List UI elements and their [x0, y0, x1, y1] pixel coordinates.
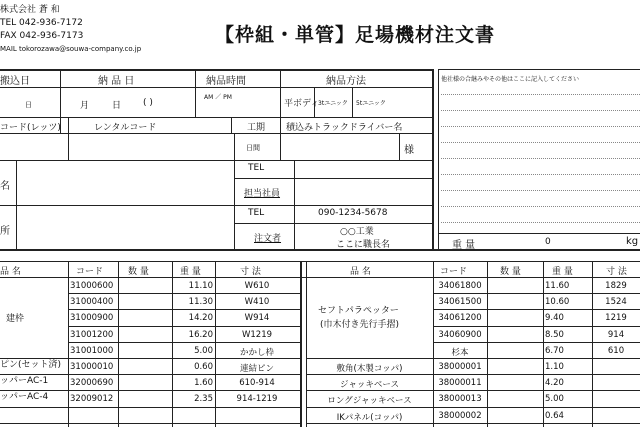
right-row-weight: 8.50	[545, 330, 564, 340]
right-row-size: 1524	[605, 297, 627, 307]
value-orderer-person[interactable]: ここに職長名	[336, 240, 391, 250]
document-title: 【枠組・単管】足場機材注文書	[215, 24, 496, 46]
day-suffix: 日	[25, 101, 32, 109]
left-row-size: 610-914	[239, 378, 275, 388]
th-size-right: 寸 法	[606, 267, 627, 277]
label-staff: 担当社員	[244, 189, 281, 199]
left-row-size: かかし枠	[239, 348, 274, 358]
am-pm-select[interactable]: AM ／ PM	[204, 94, 232, 101]
left-row-weight: 0.60	[194, 362, 213, 372]
total-weight-value: 0	[545, 237, 551, 247]
th-qty-right: 数 量	[500, 267, 521, 277]
label-sama: 様	[404, 145, 414, 156]
right-row-code: 38000011	[438, 378, 482, 388]
left-row-code: 32000690	[70, 378, 114, 388]
right-row-code: 38000002	[438, 411, 482, 421]
left-group-name: 建枠	[6, 314, 25, 324]
label-lets-code: コード(レッツ)	[0, 123, 61, 133]
left-row-weight: 2.35	[194, 394, 213, 404]
label-site-name: 名	[0, 181, 10, 192]
label-delivery-time: 納品時間	[206, 76, 246, 87]
notes-label: 他社様の合継みやその他はここに記入してください	[441, 76, 580, 83]
right-row-weight: 4.20	[545, 378, 564, 388]
company-name: 株式会社 蒼 和	[0, 5, 60, 15]
company-tel: TEL 042-936-7172	[0, 18, 83, 28]
label-orderer: 注文者	[254, 234, 282, 244]
left-row-code: 31001200	[70, 330, 114, 340]
label-delivery-date: 納 品 日	[98, 76, 135, 87]
left-row-weight: 14.20	[188, 313, 213, 323]
method-flatbed[interactable]: 平ボディ	[284, 99, 320, 109]
th-code-right: コード	[440, 267, 468, 277]
left-row-code: 31000600	[70, 281, 114, 291]
right-row-weight: 10.60	[545, 297, 570, 307]
day-label: 日	[112, 101, 122, 111]
th-weight-left: 重 量	[180, 267, 201, 277]
th-name-right: 品 名	[350, 267, 371, 277]
company-fax: FAX 042-936-7173	[0, 31, 84, 41]
left-row-code: 31000900	[70, 313, 114, 323]
label-site-place: 所	[0, 226, 10, 237]
left-row-code: 32009012	[70, 394, 114, 404]
label-days: 日間	[246, 144, 260, 152]
left-row-size: W610	[244, 281, 270, 291]
right-row-name: ロングジャッキベース	[327, 396, 412, 406]
value-tel-2[interactable]: 090-1234-5678	[318, 208, 388, 218]
label-term: 工期	[247, 123, 266, 133]
label-tel-1: TEL	[248, 163, 265, 173]
right-row-size: 610	[607, 346, 625, 356]
right-row-name: IKパネル(コッパ)	[336, 413, 403, 423]
right-row-name: 敷角(木製コッパ)	[336, 364, 403, 374]
weekday-placeholder: ( )	[143, 98, 153, 108]
label-delivery-method: 納品方法	[326, 76, 366, 87]
right-row-code: 38000001	[438, 362, 482, 372]
right-row-size: 1829	[605, 281, 627, 291]
label-driver-name: 積込みトラックドライバー名	[286, 123, 403, 133]
left-row-weight: 5.00	[194, 346, 213, 356]
right-row-code: 杉本	[451, 348, 469, 358]
right-row-weight: 1.10	[545, 362, 564, 372]
right-row-code: 34061200	[438, 313, 482, 323]
th-code-left: コード	[76, 267, 104, 277]
right-row-size: 1219	[605, 313, 627, 323]
th-size-left: 寸 法	[240, 267, 261, 277]
left-row-code: 31000010	[70, 362, 114, 372]
left-row-weight: 1.60	[194, 378, 213, 388]
left-row-weight: 11.30	[188, 297, 213, 307]
label-tel-2: TEL	[248, 208, 265, 218]
right-row-name: ジャッキベース	[340, 380, 399, 390]
left-row-weight: 16.20	[188, 330, 213, 340]
left-row-size: 連結ピン	[239, 364, 274, 374]
th-name-left: 品 名	[0, 267, 21, 277]
right-group-name-2: (巾木付き先行手摺)	[320, 320, 400, 330]
method-5t-unic[interactable]: 5tユニック	[356, 100, 386, 107]
left-row-code: 31000400	[70, 297, 114, 307]
right-row-weight: 6.70	[545, 346, 564, 356]
value-orderer-company[interactable]: ○○工業	[340, 227, 374, 237]
left-row-size: W1219	[241, 330, 273, 340]
method-3t-unic[interactable]: 3tユニック	[318, 100, 348, 107]
total-weight-unit: kg	[626, 236, 639, 247]
th-qty-left: 数 量	[128, 267, 149, 277]
month-label: 月	[80, 101, 90, 111]
left-item-0: ピン(セット済)	[0, 360, 62, 370]
left-row-size: 914-1219	[236, 394, 278, 404]
right-row-weight: 0.64	[545, 411, 564, 421]
right-row-code: 38000013	[438, 394, 482, 404]
left-row-size: W410	[244, 297, 270, 307]
label-delivery-in: 搬込日	[0, 76, 30, 87]
left-row-code: 31001000	[70, 346, 114, 356]
right-row-weight: 9.40	[545, 313, 564, 323]
right-row-code: 34060900	[438, 330, 482, 340]
label-rental-code: レンタルコード	[94, 123, 157, 133]
right-row-code: 34061500	[438, 297, 482, 307]
company-email: MAIL tokorozawa@souwa-company.co.jp	[0, 45, 142, 53]
right-row-code: 34061800	[438, 281, 482, 291]
left-row-weight: 11.10	[188, 281, 213, 291]
left-item-2: ッパーAC-4	[0, 392, 49, 402]
total-weight-label: 重 量	[452, 240, 476, 251]
right-row-weight: 11.60	[545, 281, 570, 291]
th-weight-right: 重 量	[552, 267, 573, 277]
left-item-1: ッパーAC-1	[0, 376, 49, 386]
right-row-weight: 5.00	[545, 394, 564, 404]
left-row-size: W914	[244, 313, 270, 323]
right-group-name-1: セフトパラペッター	[318, 306, 399, 316]
right-row-size: 914	[607, 330, 625, 340]
